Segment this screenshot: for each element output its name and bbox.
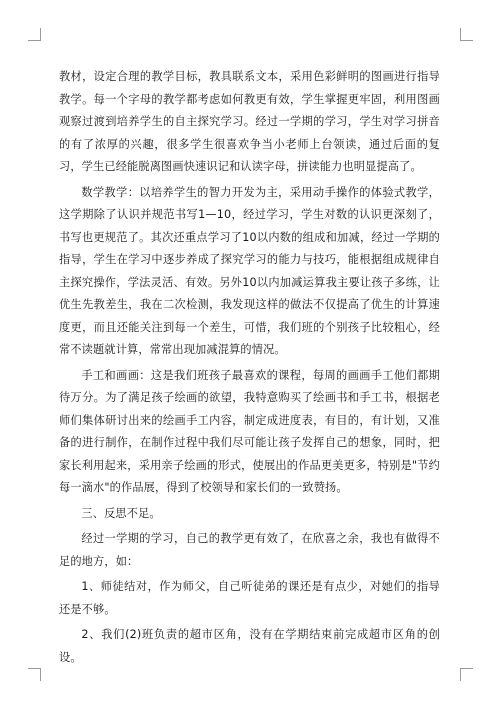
section-heading-reflection: 三、反思不足。 [81,506,161,520]
crop-mark-bottom-right [460,668,473,681]
paragraph-reflection-intro: 经过一学期的学习，自己的教学更有效了，在欣喜之余，我也有做得不足的地方，如： [59,532,440,568]
crop-mark-top-left [28,28,41,41]
paragraph-pinyin-teaching: 教材，设定合理的教学目标，教具联系文本，采用色彩鲜明的图画进行指导教学。每一个字母的教学都考虑如何教更有效，学生掌握更牢固，利用图画观察过渡到培养学生的自主探究学习。经过一学期的学习，学生对学习拼音的有了浓厚的兴趣，很多学生很喜欢争当小老师上台领读，通过后面的复习，学生已经能脱离图画快速识记和认读字母，拼读能力也明显提高了。 [59,70,440,173]
paragraph-math-teaching: 数学教学：以培养学生的智力开发为主，采用动手操作的体验式教学，这学期除了认识并规范书写1—10，经过学习，学生对数的认识更深刻了，书写也更规范了。其次还重点学习了10以内数的组成和加减，经过一学期的指导，学生在学习中逐步养成了探究学习的能力与技巧，能根据组成规律自主探究操作，学法灵活、有效。另外10以内加减运算我主要让孩子多练，让优生先教差生，我在二次检测，我发现这样的做法不仅提高了优生的计算速度更，而且还能关注到每一个差生，可惜，我们班的个别孩子比较粗心，经常不读题就计算，常常出现加减混算的情况。 [59,185,440,356]
paragraph-handcraft-drawing: 手工和画画：这是我们班孩子最喜欢的课程，每周的画画手工他们都期待万分。为了满足孩子绘画的欲望，我特意购买了绘画书和手工书，根据老师们集体研讨出来的绘画手工内容，制定成进度表，有目的，有计划，又准备的进行制作，在制作过程中我们尽可能让孩子发挥自己的想象，同时，把家长利用起来，采用亲子绘画的形式，使展出的作品更美更多，特别是"节约每一滴水"的作品展，得到了校领导和家长们的一致赞扬。 [59,368,440,494]
document-page [59,66,440,669]
list-item-mentoring: 1、师徒结对，作为师父，自己听徒弟的课还是有点少，对她们的指导还是不够。 [59,580,440,616]
crop-mark-top-right [460,28,473,41]
list-item-supermarket-corner: 2、我们(2)班负责的超市区角，没有在学期结束前完成超市区角的创设。 [59,628,440,664]
crop-mark-bottom-left [28,668,41,681]
